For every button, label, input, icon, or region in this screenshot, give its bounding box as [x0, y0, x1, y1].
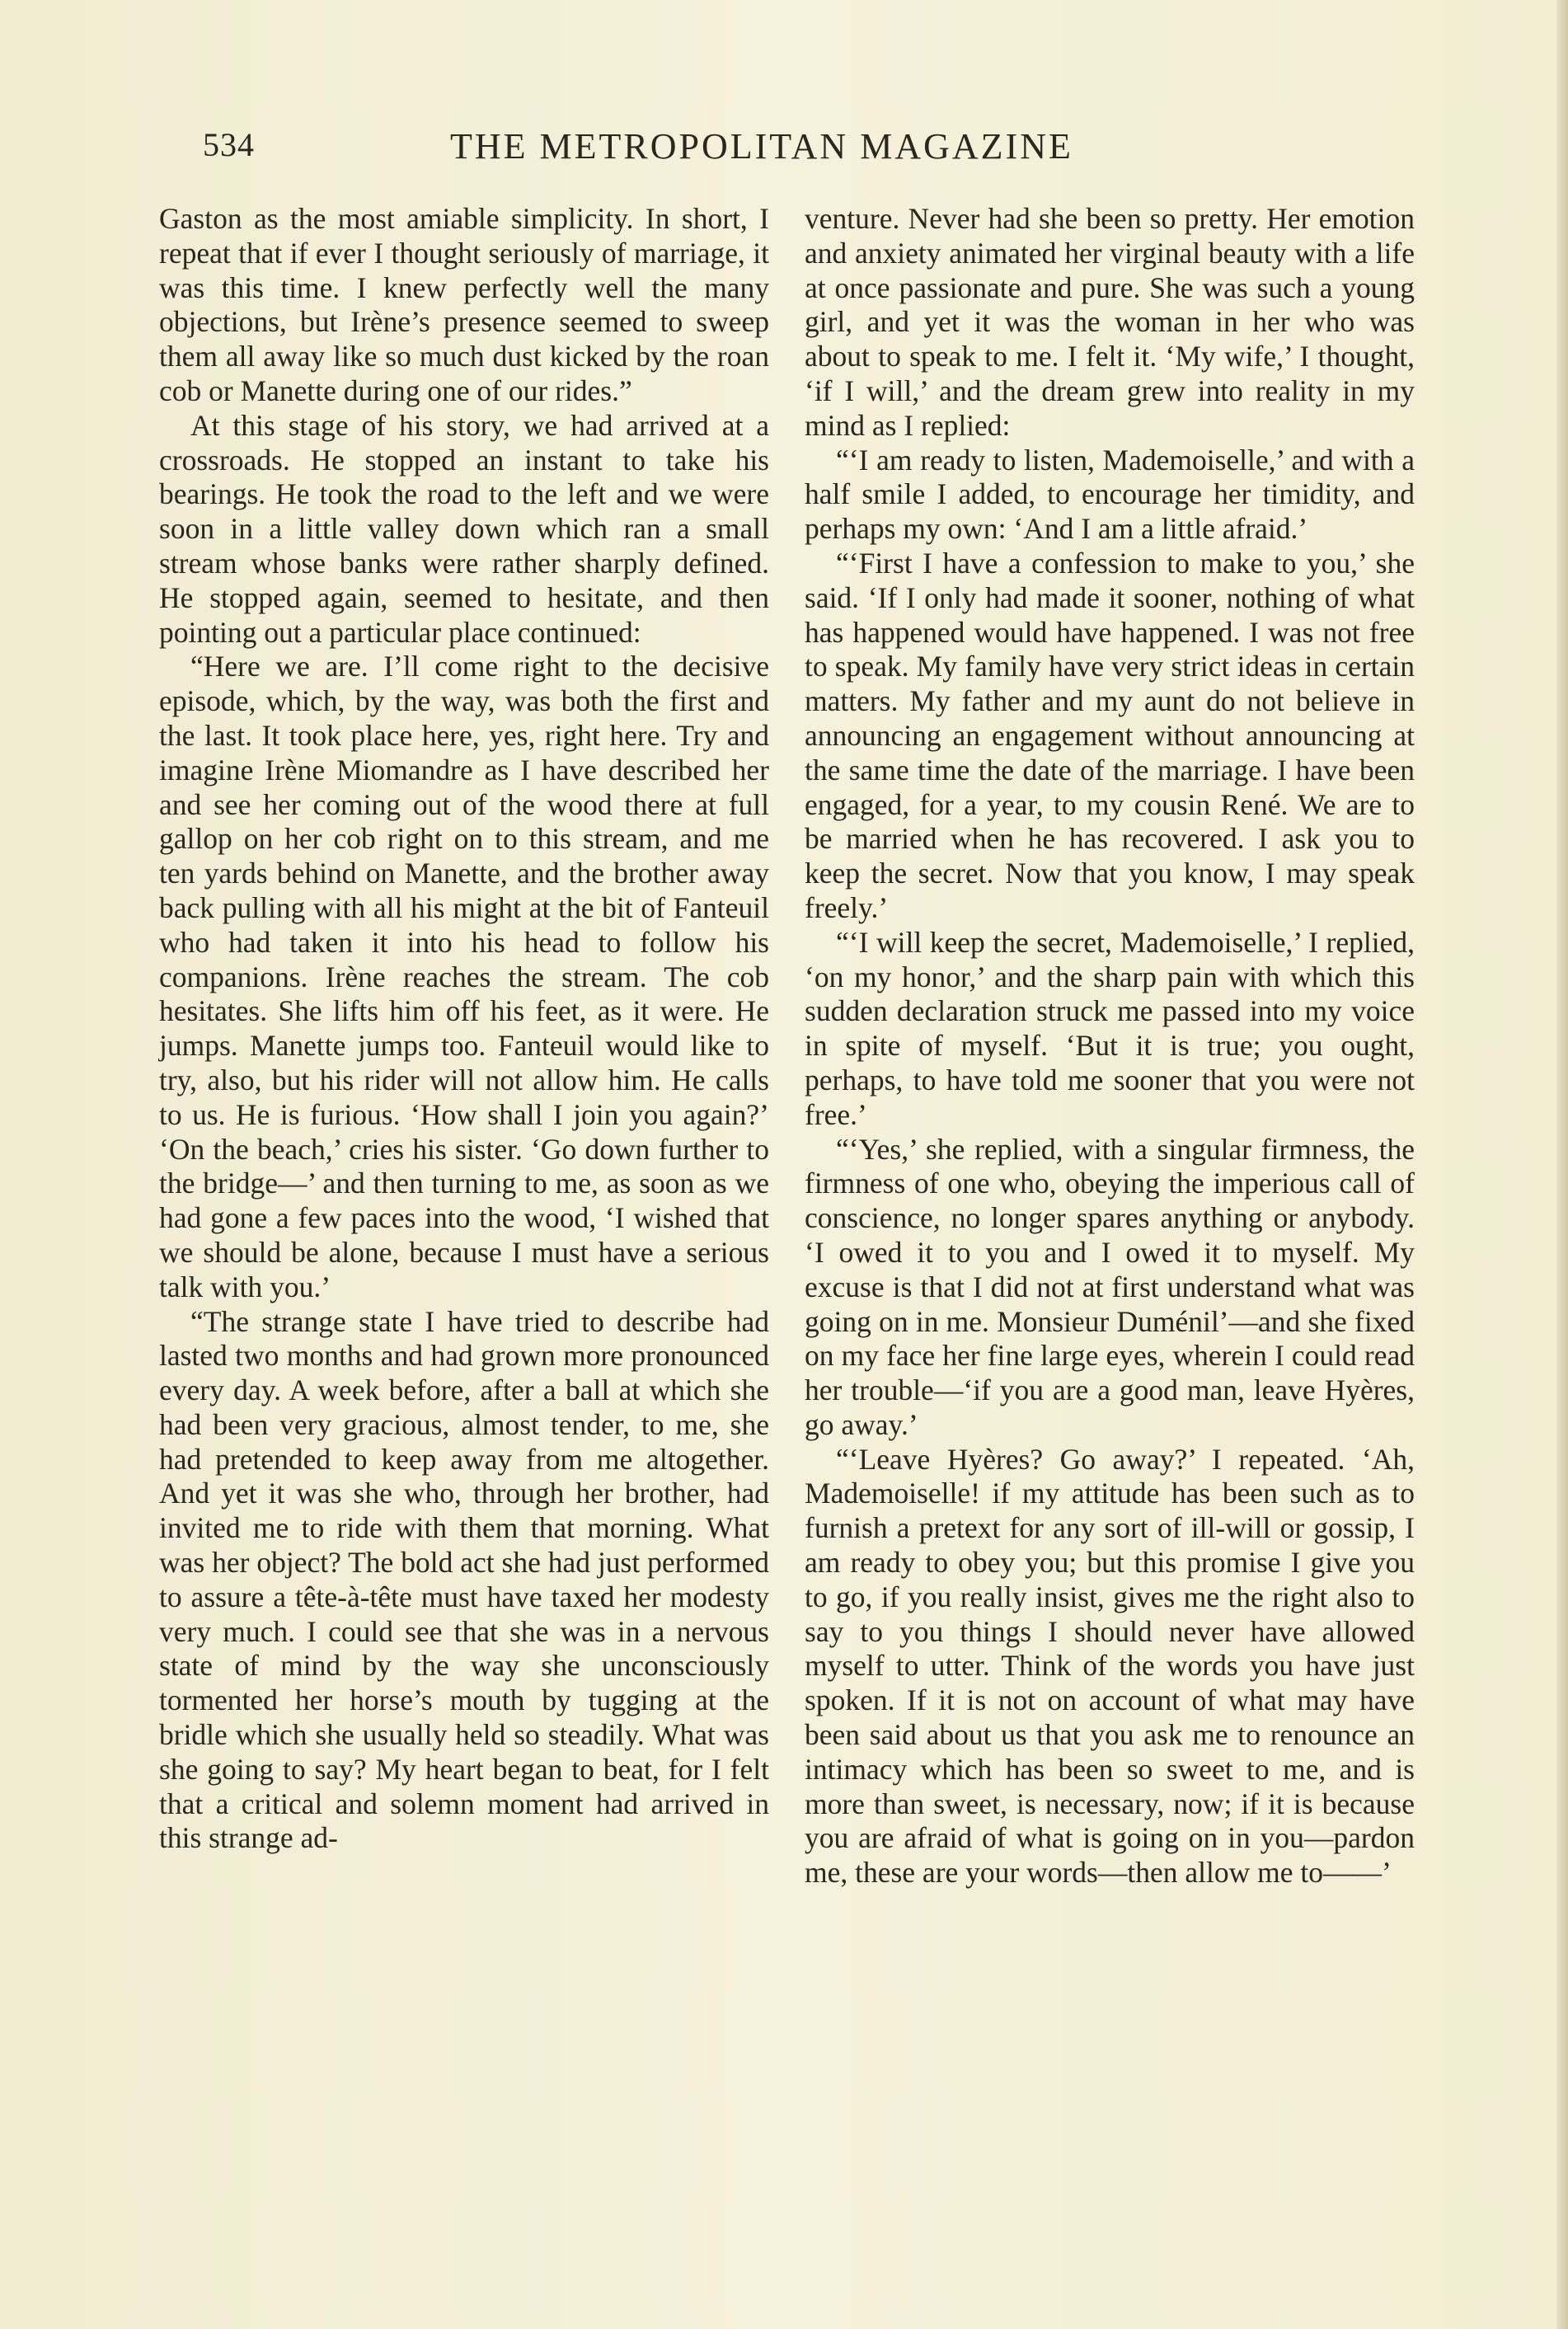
paragraph: “‘First I have a confession to make to you,’ she said. ‘If I only had made it sooner, nothing of what has happened would have happened. I was not free to speak. My family have very strict ideas in certain matters. My father and my aunt do not believe in announcing an engagement without announcing at the same time the date of the marriage. I have been engaged, for a year, to my cousin René. We are to be married when he has recovered. I ask you to keep the secret. Now that you know, I may speak freely.’: [805, 546, 1415, 924]
paragraph: Gaston as the most amiable simplicity. In short, I repeat that if ever I thought seriously of marriage, it was this time. I knew perfectly well the many objections, but Irène’s presence seemed to sweep them all away like so much dust kicked by the roan cob or Manette during one of our rides.”: [159, 202, 769, 407]
paragraph: At this stage of his story, we had arrived at a crossroads. He stopped an instant to take his bearings. He took the road to the left and we were soon in a little valley down which ran a small stream whose banks were rather sharply defined. He stopped again, seemed to hesitate, and then pointing out a particular place continued:: [159, 408, 769, 649]
page-number: 534: [203, 126, 255, 163]
magazine-title: THE METROPOLITAN MAGAZINE: [450, 126, 1073, 167]
paragraph: “‘I am ready to listen, Mademoiselle,’ and with a half smile I added, to encourage her timidity, and perhaps my own: ‘And I am a little afraid.’: [805, 443, 1415, 546]
paragraph: “‘Yes,’ she replied, with a singular firmness, the firmness of one who, obeying the imperious call of conscience, no longer spares anything or anybody. ‘I owed it to you and I owed it to myself. My excuse is that I did not at first understand what was going on in me. Monsieur Duménil’—and she fixed on my face her fine large eyes, wherein I could read her trouble—‘if you are a good man, leave Hyères, go away.’: [805, 1132, 1415, 1441]
paragraph: “Here we are. I’ll come right to the decisive episode, which, by the way, was both the first and the last. It took place here, yes, right here. Try and imagine Irène Miomandre as I have described her and see her coming out of the wood there at full gallop on her cob right on to this stream, and me ten yards behind on Manette, and the brother away back pulling with all his might at the bit of Fanteuil who had taken it into his head to follow his companions. Irène reaches the stream. The cob hesitates. She lifts him off his feet, as it were. He jumps. Manette jumps too. Fanteuil would like to try, also, but his rider will not allow him. He calls to us. He is furious. ‘How shall I join you again?’ ‘On the beach,’ cries his sister. ‘Go down further to the bridge—’ and then turning to me, as soon as we had gone a few paces into the wood, ‘I wished that we should be alone, because I must have a serious talk with you.’: [159, 650, 769, 1303]
left-column: [159, 202, 769, 1856]
paragraph: “‘I will keep the secret, Mademoiselle,’ I replied, ‘on my honor,’ and the sharp pain with which this sudden declaration struck me passed into my voice in spite of myself. ‘But it is true; you ought, perhaps, to have told me sooner that you were not free.’: [805, 925, 1415, 1131]
running-head: [203, 125, 1134, 175]
paragraph: “‘Leave Hyères? Go away?’ I repeated. ‘Ah, Mademoiselle! if my attitude has been such as to furnish a pretext for any sort of ill-will or gossip, I am ready to obey you; but this promise I give you to go, if you really insist, gives me the right also to say to you things I should never have allowed myself to utter. Think of the words you have just spoken. If it is not on account of what may have been said about us that you ask me to renounce an intimacy which has been so sweet to me, and is more than sweet, is necessary, now; if it is because you are afraid of what is going on in you—pardon me, these are your words—then allow me to——’: [805, 1442, 1415, 1890]
right-column: [805, 202, 1415, 1890]
paragraph: venture. Never had she been so pretty. Her emotion and anxiety animated her virginal beauty with a life at once passionate and pure. She was such a young girl, and yet it was the woman in her who was about to speak to me. I felt it. ‘My wife,’ I thought, ‘if I will,’ and the dream grew into reality in my mind as I replied:: [805, 202, 1415, 442]
page-edge: [1556, 0, 1568, 2329]
paragraph: “The strange state I have tried to describe had lasted two months and had grown more pronounced every day. A week before, after a ball at which she had been very gracious, almost tender, to me, she had pretended to keep away from me altogether. And yet it was she who, through her brother, had invited me to ride with them that morning. What was her object? The bold act she had just performed to assure a tête-à-tête must have taxed her modesty very much. I could see that she was in a nervous state of mind by the way she unconsciously tormented her horse’s mouth by tugging at the bridle which she usually held so steadily. What was she going to say? My heart began to beat, for I felt that a critical and solemn moment had arrived in this strange ad-: [159, 1304, 769, 1855]
